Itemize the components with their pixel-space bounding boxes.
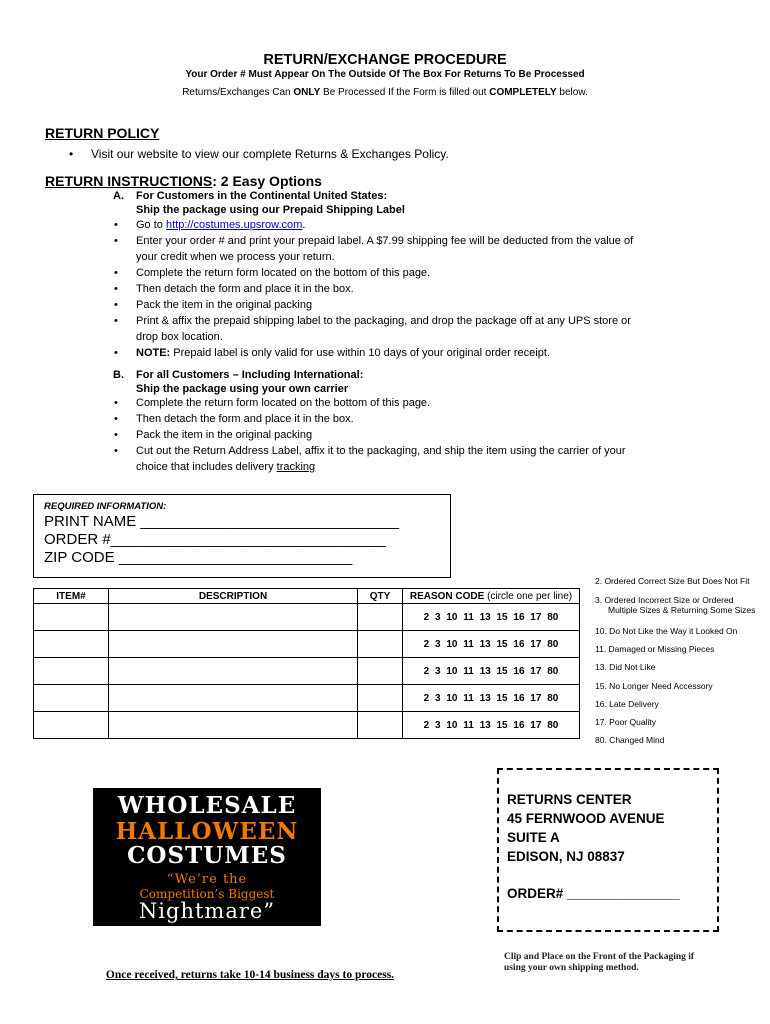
reason-17: 17. Poor Quality bbox=[595, 717, 656, 727]
address-order-field[interactable]: ORDER# _______________ bbox=[507, 886, 680, 901]
description-cell[interactable] bbox=[109, 604, 358, 631]
reason-16: 16. Late Delivery bbox=[595, 699, 659, 709]
list-item: • Go to http://costumes.upsrow.com. bbox=[114, 219, 306, 231]
option-b-title: B. bbox=[113, 369, 124, 381]
reason-code-cell[interactable]: 2 3 10 11 13 15 16 17 80 bbox=[403, 712, 580, 739]
notice-completely: COMPLETELY bbox=[489, 87, 557, 98]
reason-code-cell[interactable]: 2 3 10 11 13 15 16 17 80 bbox=[403, 685, 580, 712]
notice-text-2: Be Processed If the Form is filled out bbox=[320, 87, 490, 98]
address-line-3: SUITE A bbox=[507, 830, 560, 845]
return-instructions-heading: RETURN INSTRUCTIONS: 2 Easy Options bbox=[45, 173, 322, 189]
column-header-item: ITEM# bbox=[34, 589, 109, 604]
reason-3-continued: Multiple Sizes & Returning Some Sizes bbox=[608, 605, 756, 615]
required-information-box bbox=[33, 494, 451, 578]
list-item: • Complete the return form located on the bottom of this page. bbox=[114, 267, 431, 279]
qty-cell[interactable] bbox=[358, 685, 403, 712]
option-a-steps bbox=[114, 217, 676, 361]
page-title: RETURN/EXCHANGE PROCEDURE bbox=[263, 52, 507, 68]
reason-3: 3. Ordered Incorrect Size or Ordered bbox=[595, 595, 734, 605]
wholesale-halloween-costumes-logo bbox=[93, 788, 321, 926]
option-b-steps bbox=[114, 395, 676, 475]
logo-line-wholesale: WHOLESALE bbox=[117, 792, 297, 819]
item-number-cell[interactable] bbox=[34, 631, 109, 658]
list-item: • Then detach the form and place it in the box. bbox=[114, 283, 354, 295]
reason-13: 13. Did Not Like bbox=[595, 662, 656, 672]
list-item: • Print & affix the prepaid shipping label to the packaging, and drop the package off at any UPS store or drop box location. bbox=[114, 315, 631, 343]
print-name-field[interactable]: PRINT NAME _______________________________ bbox=[44, 513, 400, 530]
description-cell[interactable] bbox=[109, 658, 358, 685]
required-info-label: REQUIRED INFORMATION: bbox=[44, 501, 167, 512]
bullet-icon: • bbox=[69, 147, 74, 161]
reason-11: 11. Damaged or Missing Pieces bbox=[595, 644, 715, 654]
qty-cell[interactable] bbox=[358, 631, 403, 658]
return-address-label bbox=[497, 768, 719, 932]
table-row bbox=[34, 604, 580, 631]
reason-2: 2. Ordered Correct Size But Does Not Fit bbox=[595, 576, 750, 586]
list-item: • Complete the return form located on the bottom of this page. bbox=[114, 397, 431, 409]
clip-instructions: Clip and Place on the Front of the Packaging if using your own shipping method. bbox=[504, 952, 695, 973]
qty-cell[interactable] bbox=[358, 658, 403, 685]
logo-line-halloween: HALLOWEEN bbox=[115, 818, 299, 845]
notice-text-1: Returns/Exchanges Can bbox=[182, 87, 294, 98]
list-item: • Cut out the Return Address Label, affix it to the packaging, and ship the item using the carrier of your choice that includes delivery tracking bbox=[114, 445, 626, 473]
processing-time-note: Once received, returns take 10-14 business days to process. bbox=[105, 969, 395, 981]
description-cell[interactable] bbox=[109, 685, 358, 712]
completeness-notice bbox=[0, 87, 770, 98]
table-row bbox=[34, 658, 580, 685]
item-number-cell[interactable] bbox=[34, 712, 109, 739]
reason-code-cell[interactable]: 2 3 10 11 13 15 16 17 80 bbox=[403, 658, 580, 685]
table-header-row bbox=[34, 589, 580, 604]
logo-tagline-1: “We’re the bbox=[166, 872, 248, 887]
logo-tagline-2: Competition’s Biggest bbox=[139, 887, 275, 901]
ups-return-link[interactable]: http://costumes.upsrow.com bbox=[165, 219, 303, 231]
reason-15: 15. No Longer Need Accessory bbox=[595, 681, 713, 691]
list-item: • Then detach the form and place it in the box. bbox=[114, 413, 354, 425]
description-cell[interactable] bbox=[109, 712, 358, 739]
order-number-field[interactable]: ORDER #_________________________________ bbox=[44, 531, 386, 548]
description-cell[interactable] bbox=[109, 631, 358, 658]
item-number-cell[interactable] bbox=[34, 658, 109, 685]
address-line-2: 45 FERNWOOD AVENUE bbox=[507, 811, 665, 826]
table-row bbox=[34, 685, 580, 712]
list-item: • NOTE: Prepaid label is only valid for use within 10 days of your original order receipt. bbox=[114, 347, 550, 359]
option-a-title: A. bbox=[113, 190, 124, 202]
logo-line-costumes: COSTUMES bbox=[127, 842, 287, 869]
policy-bullet: • Visit our website to view our complete Returns & Exchanges Policy. bbox=[69, 147, 449, 161]
logo-tagline-3: Nightmare” bbox=[138, 899, 276, 923]
reason-code-cell[interactable]: 2 3 10 11 13 15 16 17 80 bbox=[403, 604, 580, 631]
notice-text-3: below. bbox=[556, 87, 588, 98]
reason-code-cell[interactable]: 2 3 10 11 13 15 16 17 80 bbox=[403, 631, 580, 658]
column-header-reason-code: REASON CODE (circle one per line) bbox=[403, 589, 580, 604]
address-line-1: RETURNS CENTER bbox=[507, 792, 632, 807]
return-policy-heading: RETURN POLICY bbox=[45, 125, 160, 141]
option-a-heading: For Customers in the Continental United States: Ship the package using our Prepaid Shipping Label bbox=[136, 190, 405, 216]
return-items-table bbox=[33, 588, 580, 739]
order-number-notice: Your Order # Must Appear On The Outside Of The Box For Returns To Be Processed bbox=[185, 69, 585, 80]
zip-code-field[interactable]: ZIP CODE ____________________________ bbox=[44, 549, 353, 566]
item-number-cell[interactable] bbox=[34, 604, 109, 631]
list-item: • Enter your order # and print your prepaid label. A $7.99 shipping fee will be deducted from the value of your credit when we process your return. bbox=[114, 235, 634, 263]
reason-10: 10. Do Not Like the Way it Looked On bbox=[595, 626, 738, 636]
item-number-cell[interactable] bbox=[34, 685, 109, 712]
table-row bbox=[34, 631, 580, 658]
column-header-qty: QTY bbox=[358, 589, 403, 604]
list-item: • Pack the item in the original packing bbox=[114, 429, 313, 441]
table-row bbox=[34, 712, 580, 739]
column-header-description: DESCRIPTION bbox=[109, 589, 358, 604]
qty-cell[interactable] bbox=[358, 712, 403, 739]
option-b-heading: For all Customers – Including International: Ship the package using your own carrier bbox=[136, 369, 364, 395]
list-item: • Pack the item in the original packing bbox=[114, 299, 313, 311]
notice-only: ONLY bbox=[293, 87, 321, 98]
qty-cell[interactable] bbox=[358, 604, 403, 631]
reason-80: 80. Changed Mind bbox=[595, 735, 665, 745]
address-line-4: EDISON, NJ 08837 bbox=[507, 849, 625, 864]
